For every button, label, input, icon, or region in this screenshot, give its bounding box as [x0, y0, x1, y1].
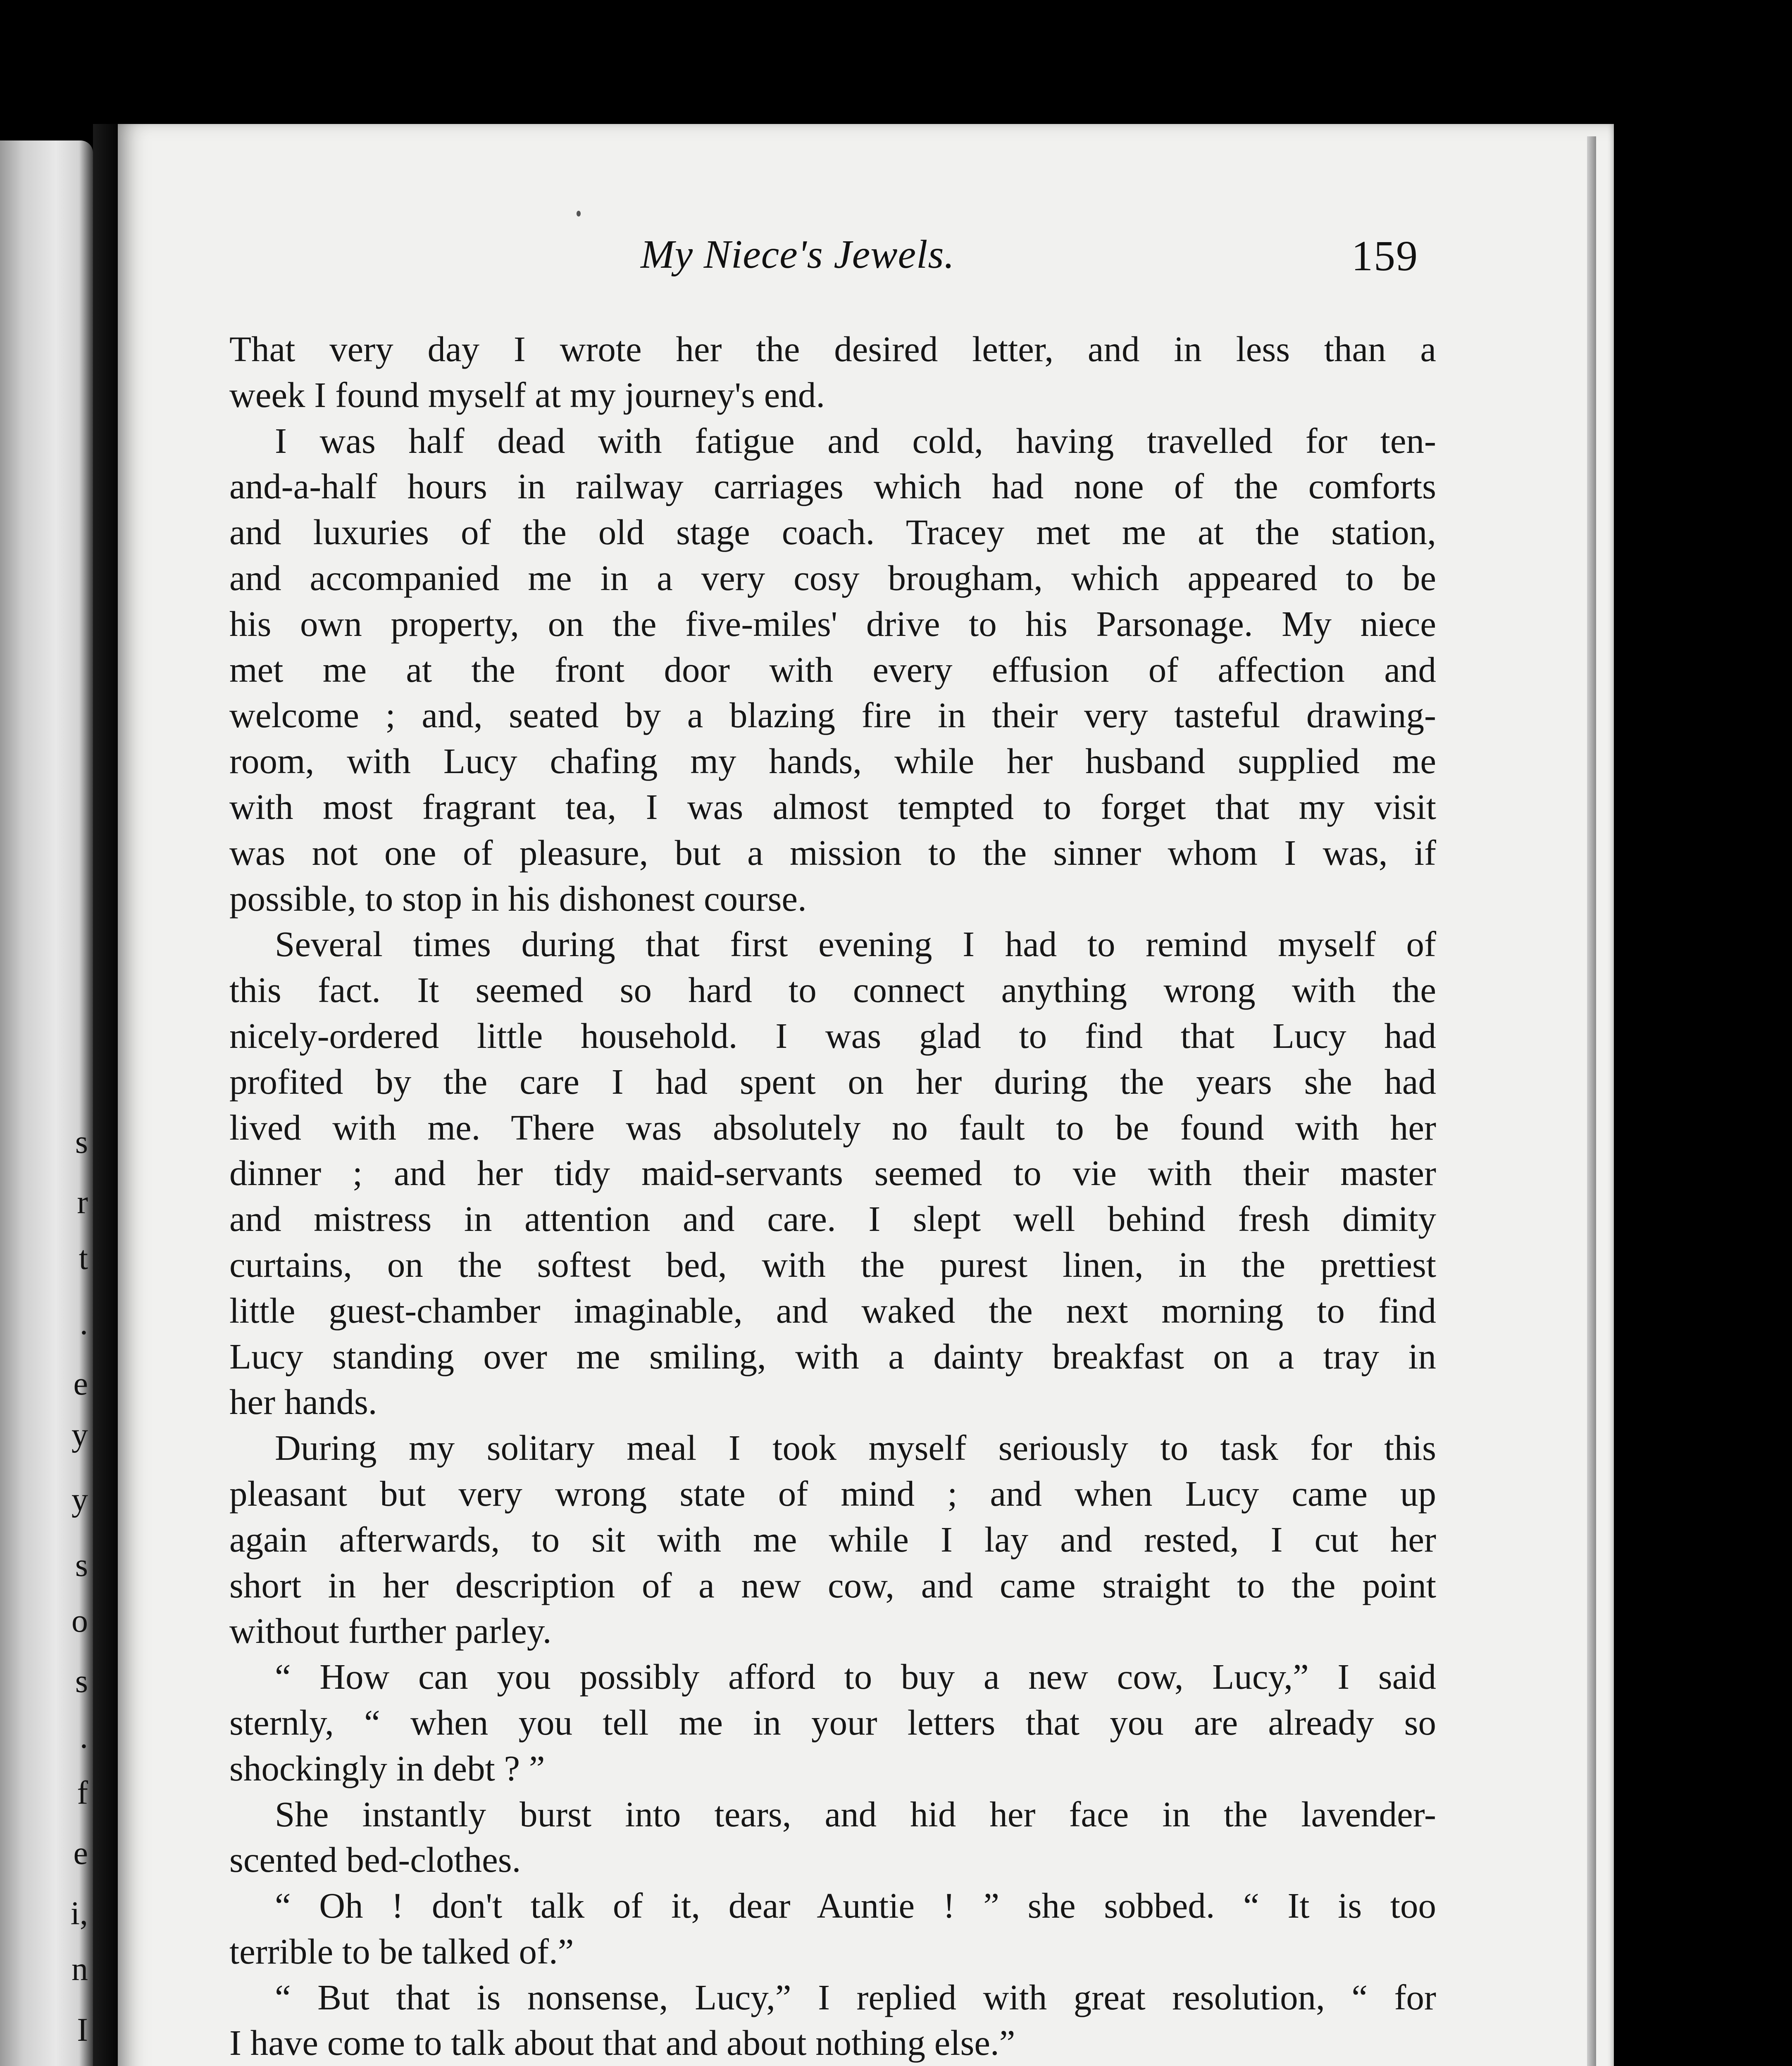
text-line: and luxuries of the old stage coach. Tracey met me at the station, — [229, 512, 1436, 552]
previous-page-fragment: f — [77, 1774, 88, 1811]
text-line: was not one of pleasure, but a mission to the sinner whom I was, if — [229, 832, 1436, 873]
text-line: That very day I wrote her the desired letter, and in less than a — [229, 329, 1436, 369]
previous-page-fragment: . — [80, 1305, 88, 1342]
text-line: curtains, on the softest bed, with the purest linen, in the prettiest — [229, 1244, 1436, 1285]
previous-page-fragment: y — [71, 1482, 88, 1518]
text-line: room, with Lucy chafing my hands, while her husband supplied me — [229, 741, 1436, 781]
text-line: and accompanied me in a very cosy brougham, which appeared to be — [229, 557, 1436, 598]
text-line: “ But that is nonsense, Lucy,” I replied with great resolution, “ for — [275, 1977, 1436, 2017]
text-line: this fact. It seemed so hard to connect anything wrong with the — [229, 970, 1436, 1010]
text-line: “ How can you possibly afford to buy a new cow, Lucy,” I said — [275, 1657, 1436, 1697]
text-line: During my solitary meal I took myself seriously to task for this — [275, 1428, 1436, 1468]
text-line: terrible to be talked of.” — [229, 1931, 574, 1971]
text-line: again afterwards, to sit with me while I lay and rested, I cut her — [229, 1519, 1436, 1559]
previous-page-fragment: s — [75, 1663, 88, 1699]
body-text — [229, 326, 1436, 2066]
previous-page-fragment: e — [73, 1365, 88, 1402]
text-line: nicely-ordered little household. I was glad to find that Lucy had — [229, 1015, 1436, 1056]
text-line: She instantly burst into tears, and hid her face in the lavender- — [275, 1794, 1436, 1834]
print-speck — [577, 211, 581, 217]
text-line: without further parley. — [229, 1611, 552, 1651]
text-line: I have come to talk about that and about nothing else.” — [229, 2023, 1015, 2063]
text-line: “ Oh ! don't talk of it, dear Auntie ! ” she sobbed. “ It is too — [275, 1885, 1436, 1926]
text-line: dinner ; and her tidy maid-servants seemed to vie with their master — [229, 1153, 1436, 1193]
text-line: shockingly in debt ? ” — [229, 1748, 545, 1788]
book-gutter — [93, 124, 118, 2066]
previous-page-fragment: n — [71, 1951, 88, 1988]
previous-page-fragment: o — [71, 1602, 88, 1639]
previous-page-fragment: e — [73, 1835, 88, 1871]
text-line: with most fragrant tea, I was almost tempted to forget that my visit — [229, 786, 1436, 827]
previous-page-fragment: s — [75, 1547, 88, 1583]
previous-page-fragment: r — [77, 1184, 88, 1221]
previous-page-fragment: i, — [70, 1895, 88, 1932]
text-line: sternly, “ when you tell me in your letters that you are already so — [229, 1702, 1436, 1742]
text-line: short in her description of a new cow, and came straight to the point — [229, 1565, 1436, 1605]
text-line: possible, to stop in his dishonest course. — [229, 878, 807, 919]
previous-page-fragment: t — [79, 1240, 88, 1276]
previous-page-fragment: I — [77, 2011, 88, 2048]
page-header — [118, 231, 1614, 293]
previous-page-text-fragments — [0, 0, 93, 2066]
text-line: Several times during that first evening I had to remind myself of — [275, 924, 1436, 964]
text-line: and mistress in attention and care. I slept well behind fresh dimity — [229, 1199, 1436, 1239]
running-title: My Niece's Jewels. — [641, 232, 955, 277]
text-line: pleasant but very wrong state of mind ; and when Lucy came up — [229, 1473, 1436, 1514]
text-line: welcome ; and, seated by a blazing fire in their very tasteful drawing- — [229, 695, 1436, 735]
previous-page-fragment: y — [71, 1416, 88, 1453]
text-line: scented bed-clothes. — [229, 1840, 521, 1880]
text-line: week I found myself at my journey's end. — [229, 374, 825, 415]
text-line: met me at the front door with every effusion of affection and — [229, 649, 1436, 690]
previous-page-fragment: . — [80, 1718, 88, 1755]
previous-page-fragment: s — [75, 1123, 88, 1160]
page-edge-shadow — [1587, 136, 1596, 2066]
text-line: lived with me. There was absolutely no fault to be found with her — [229, 1107, 1436, 1147]
page-number: 159 — [1351, 232, 1418, 280]
text-line: his own property, on the five-miles' drive to his Parsonage. My niece — [229, 603, 1436, 644]
text-line: little guest-chamber imaginable, and waked the next morning to find — [229, 1290, 1436, 1331]
text-line: and-a-half hours in railway carriages which had none of the comforts — [229, 466, 1436, 507]
text-line: profited by the care I had spent on her during the years she had — [229, 1061, 1436, 1102]
text-line: her hands. — [229, 1382, 377, 1422]
text-line: Lucy standing over me smiling, with a dainty breakfast on a tray in — [229, 1336, 1436, 1376]
text-line: I was half dead with fatigue and cold, having travelled for ten- — [275, 420, 1436, 461]
